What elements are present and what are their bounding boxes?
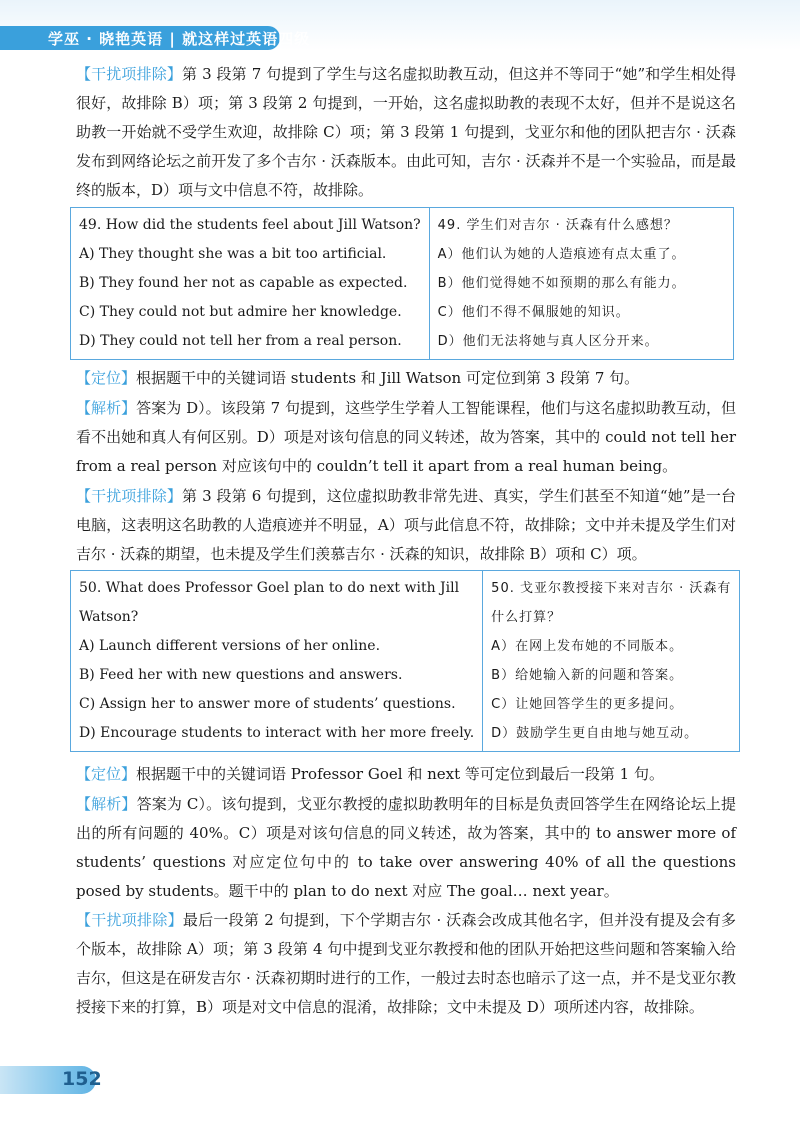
question-49-stem: 49. How did the students feel about Jill Watson? (79, 217, 421, 233)
option-a: A) They thought she was a bit too artificial. (79, 246, 387, 262)
section-tag: 【干扰项排除】 (76, 65, 183, 83)
question-49-stem-zh: 49. 学生们对吉尔 · 沃森有什么感想？ (437, 218, 678, 233)
paragraph-text: 第 3 段第 6 句提到，这位虚拟助教非常先进、真实，学生们甚至不知道“她”是一台电脑，这表明这名助教的人造痕迹并不明显，A）项与此信息不符，故排除；文中并未提及学生们对吉尔 · 沃森的期望，也未提及学生们羡慕吉尔 · 沃森的知识，故排除 B）项和 C）项。 (76, 487, 736, 563)
paragraph-distractor-48 (76, 60, 736, 205)
question-50-english (71, 571, 483, 752)
paragraph-analysis-49 (76, 394, 736, 481)
question-50-table (70, 570, 740, 752)
option-c: C) They could not but admire her knowledge. (79, 304, 402, 320)
running-header-title: 学巫 · 晓艳英语 | 就这样过英语四级 (48, 30, 311, 48)
paragraph-locate-50 (76, 760, 736, 789)
question-50-stem: 50. What does Professor Goel plan to do next with Jill (79, 580, 460, 596)
question-50-stem-cont: Watson? (79, 609, 139, 625)
section-tag: 【干扰项排除】 (76, 487, 183, 505)
option-b: B) They found her not as capable as expected. (79, 275, 408, 291)
option-b-zh: B）给她输入新的问题和答案。 (491, 668, 684, 683)
question-49-chinese (429, 208, 733, 360)
section-tag: 【解析】 (76, 795, 137, 813)
paragraph-text: 根据题干中的关键词语 Professor Goel 和 next 等可定位到最后一段第 1 句。 (136, 765, 664, 783)
option-d-zh: D）鼓励学生更自由地与她互动。 (491, 726, 699, 741)
paragraph-distractor-49 (76, 482, 736, 569)
option-a: A) Launch different versions of her online. (79, 638, 381, 654)
option-d: D) They could not tell her from a real person. (79, 333, 402, 349)
section-tag: 【定位】 (76, 765, 137, 783)
question-49-table (70, 207, 734, 360)
paragraph-text: 答案为 C）。该句提到，戈亚尔教授的虚拟助教明年的目标是负责回答学生在网络论坛上提出的所有问题的 40%。C）项是对该句信息的同义转述，故为答案，其中的 to answer more of students’ questions 对应定位句中的 to take over answering 40% of all the questions posed by students。题干中的 plan to do next 对应 The goal… next year。 (76, 795, 736, 900)
question-50-chinese (483, 571, 740, 752)
option-c-zh: C）他们不得不佩服她的知识。 (437, 305, 630, 320)
section-tag: 【解析】 (76, 399, 137, 417)
option-c: C) Assign her to answer more of students’ questions. (79, 696, 456, 712)
question-50-stem-zh-cont: 什么打算？ (491, 610, 562, 625)
paragraph-text: 答案为 D）。该段第 7 句提到，这些学生学着人工智能课程，他们与这名虚拟助教互动，但看不出她和真人有何区别。D）项是对该句信息的同义转述，故为答案，其中的 could not tell her from a real person 对应该句中的 couldn’t tell it apart from a real human being。 (76, 399, 736, 475)
option-a-zh: A）在网上发布她的不同版本。 (491, 639, 684, 654)
section-tag: 【定位】 (76, 369, 137, 387)
paragraph-analysis-50 (76, 790, 736, 906)
question-49-english (71, 208, 430, 360)
section-tag: 【干扰项排除】 (76, 911, 183, 929)
paragraph-text: 第 3 段第 7 句提到了学生与这名虚拟助教互动，但这并不等同于“她”和学生相处得很好，故排除 B）项；第 3 段第 2 句提到，一开始，这名虚拟助教的表现不太好，但并不是说这名助教一开始就不受学生欢迎，故排除 C）项；第 3 段第 1 句提到，戈亚尔和他的团队把吉尔 · 沃森发布到网络论坛之前开发了多个吉尔 · 沃森版本。由此可知，吉尔 · 沃森并不是一个实验品，而是最终的版本，D）项与文中信息不符，故排除。 (76, 65, 736, 199)
option-b: B) Feed her with new questions and answers. (79, 667, 403, 683)
option-d: D) Encourage students to interact with her more freely. (79, 725, 475, 741)
option-d-zh: D）他们无法将她与真人区分开来。 (437, 334, 659, 349)
option-b-zh: B）他们觉得她不如预期的那么有能力。 (437, 276, 686, 291)
paragraph-text: 最后一段第 2 句提到，下个学期吉尔 · 沃森会改成其他名字，但并没有提及会有多个版本，故排除 A）项；第 3 段第 4 句中提到戈亚尔教授和他的团队开始把这些问题和答案输入给吉尔，但这是在研发吉尔 · 沃森初期时进行的工作，一般过去时态也暗示了这一点，并不是戈亚尔教授接下来的打算，B）项是对文中信息的混淆，故排除；文中未提及 D）项所述内容，故排除。 (76, 911, 736, 1016)
page-number: 152 (62, 1068, 102, 1090)
option-c-zh: C）让她回答学生的更多提问。 (491, 697, 684, 712)
page-number-badge (0, 1066, 110, 1094)
paragraph-locate-49 (76, 364, 736, 393)
paragraph-text: 根据题干中的关键词语 students 和 Jill Watson 可定位到第 3 段第 7 句。 (136, 369, 640, 387)
option-a-zh: A）他们认为她的人造痕迹有点太重了。 (437, 247, 686, 262)
question-50-stem-zh: 50. 戈亚尔教授接下来对吉尔 · 沃森有 (491, 581, 732, 596)
paragraph-distractor-50 (76, 906, 736, 1022)
